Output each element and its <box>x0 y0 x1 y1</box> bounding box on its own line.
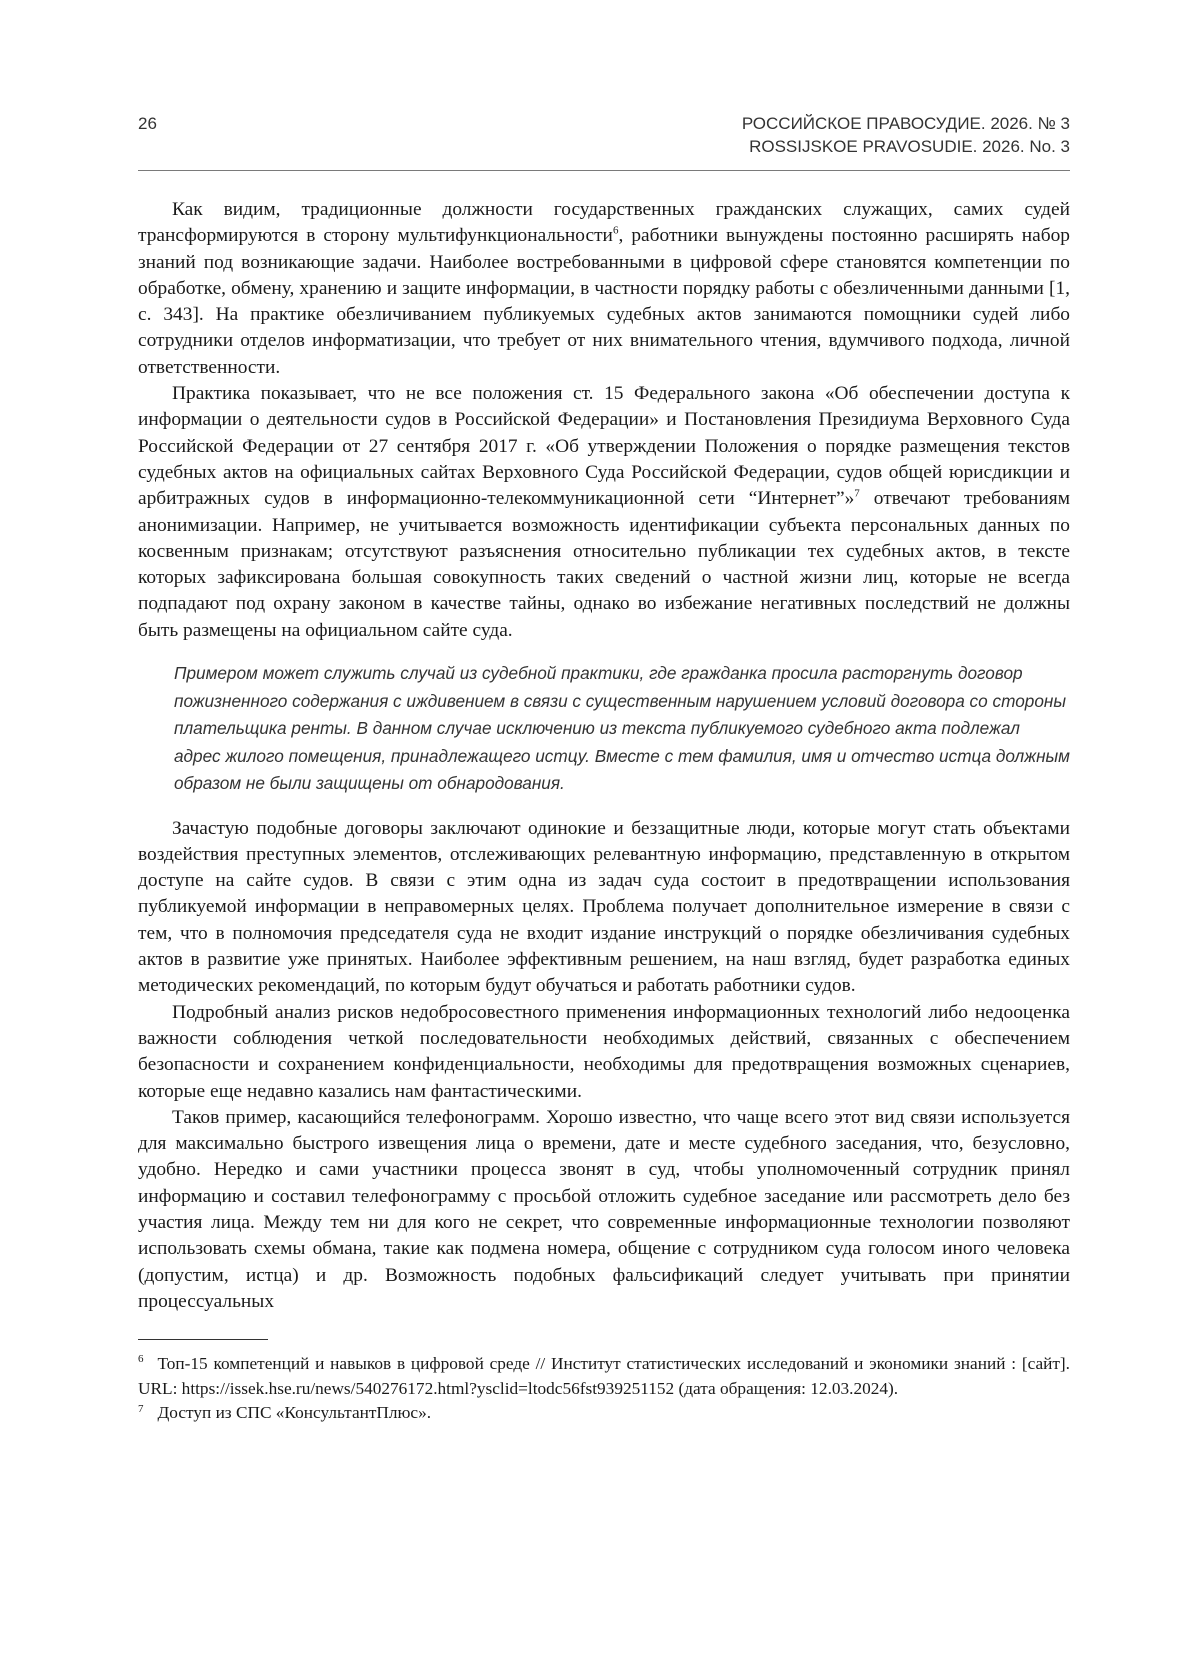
body-paragraph: Зачастую подобные договоры заключают одинокие и беззащитные люди, которые могут стать объектами воздействия преступных элементов, отслеживающих релевантную информацию, представленную в открытом доступе на сайте судов. В связи с этим одна из задач суда состоит в предотвращении использования публикуемой информации в неправомерных целях. Проблема получает дополнительное измерение в связи с тем, что в полномочия председателя суда не входит издание инструкций о порядке обезличивания судебных актов в развитие уже принятых. Наиболее эффективным решением, на наш взгляд, будет разработка единых методических рекомендаций, по которым будут обучаться и работать работники судов. <box>138 817 1070 997</box>
footnote-text: Топ-15 компетенций и навыков в цифровой среде // Институт статистических исследований и экономики знаний : [сайт]. URL: https://issek.hse.ru/news/540276172.html?ysclid=ltodc56fst939251152 (дата обращения: 12.03.2024). <box>138 1354 1070 1398</box>
footnote <box>138 1352 1070 1401</box>
body-paragraph: Подробный анализ рисков недобросовестного применения информационных технологий либо недооценка важности соблюдения четкой последовательности необходимых действий, связанных с обеспечением безопасности и сохранением конфиденциальности, необходимы для предотвращения возможных сценариев, которые еще недавно казались нам фантастическими. <box>138 1001 1070 1102</box>
footnote <box>138 1401 1070 1426</box>
journal-title-en: ROSSIJSKOE PRAVOSUDIE. 2026. No. 3 <box>749 137 1070 156</box>
footnote-number: 7 <box>138 1402 144 1415</box>
footnote-divider <box>138 1339 268 1340</box>
body-paragraph: Таков пример, касающийся телефонограмм. Хорошо известно, что чаще всего этот вид связи используется для максимально быстрого извещения лица о времени, дате и месте судебного заседания, что, безусловно, удобно. Нередко и сами участники процесса звонят в суд, чтобы уполномоченный сотрудник принял информацию и составил телефонограмму с просьбой отложить судебное заседание или рассмотреть дело без участия лица. Между тем ни для кого не секрет, что современные информационные технологии позволяют использовать схемы обмана, такие как подмена номера, общение с сотрудником суда голосом иного человека (допустим, истца) и др. Возможность подобных фальсификаций следует учитывать при принятии процессуальных <box>138 1106 1070 1312</box>
footnote-number: 6 <box>138 1353 144 1366</box>
running-header <box>138 112 1070 171</box>
body-paragraph: Практика показывает, что не все положения ст. 15 Федерального закона «Об обеспечении доступа к информации о деятельности судов в Российской Федерации» и Постановления Президиума Верховного Суда Российской Федерации от 27 сентября 2017 г. «Об утверждении Положения о порядке размещения текстов судебных актов на официальных сайтах Верховного Суда Российской Федерации, судов общей юрисдикции и арбитражных судов в информационно-телекоммуникационной сети “Интернет”»$^7$ отвечают требованиям анонимизации. Например, не учитывается возможность идентификации субъекта персональных данных по косвенным признакам; отсутствуют разъяснения относительно публикации тех судебных актов, в тексте которых зафиксирована большая совокупность таких сведений о частной жизни лиц, которые не всегда подпадают под охрану законом в качестве тайны, однако во избежание негативных последствий не должны быть размещены на официальном сайте суда. <box>138 383 1070 641</box>
footnote-text: Доступ из СПС «КонсультантПлюс». <box>157 1403 432 1423</box>
article-body <box>138 197 1070 1315</box>
footnotes <box>138 1352 1070 1426</box>
page-number: 26 <box>138 114 157 133</box>
journal-title-ru: РОССИЙСКОЕ ПРАВОСУДИЕ. 2026. № 3 <box>741 114 1070 133</box>
body-paragraph: Как видим, традиционные должности государственных гражданских служащих, самих судей трансформируются в сторону мультифункциональности$^6$, работники вынуждены постоянно расширять набор знаний под возникающие задачи. Наиболее востребованными в цифровой сфере становятся компетенции по обработке, обмену, хранению и защите информации, в частности порядку работы с обезличенными данными [1, с. 343]. На практике обезличиванием публикуемых судебных актов занимаются помощники судей либо сотрудники отделов информатизации, что требует от них внимательного чтения, вдумчивого подхода, личной ответственности. <box>138 199 1070 378</box>
journal-title <box>742 112 1070 158</box>
footnote-ref[interactable]: 7 <box>854 487 860 500</box>
case-example-quote: Примером может служить случай из судебной практики, где гражданка просила расторгнуть договор пожизненного содержания с иждивением в связи с существенным нарушением условий договора со стороны плательщика ренты. В данном случае исключению из текста публикуемого судебного акта подлежал адрес жилого помещения, принадлежащего истцу. Вместе с тем фамилия, имя и отчество истца должным образом не были защищены от обнародования. <box>174 663 1070 794</box>
footnote-ref[interactable]: 6 <box>612 224 619 237</box>
